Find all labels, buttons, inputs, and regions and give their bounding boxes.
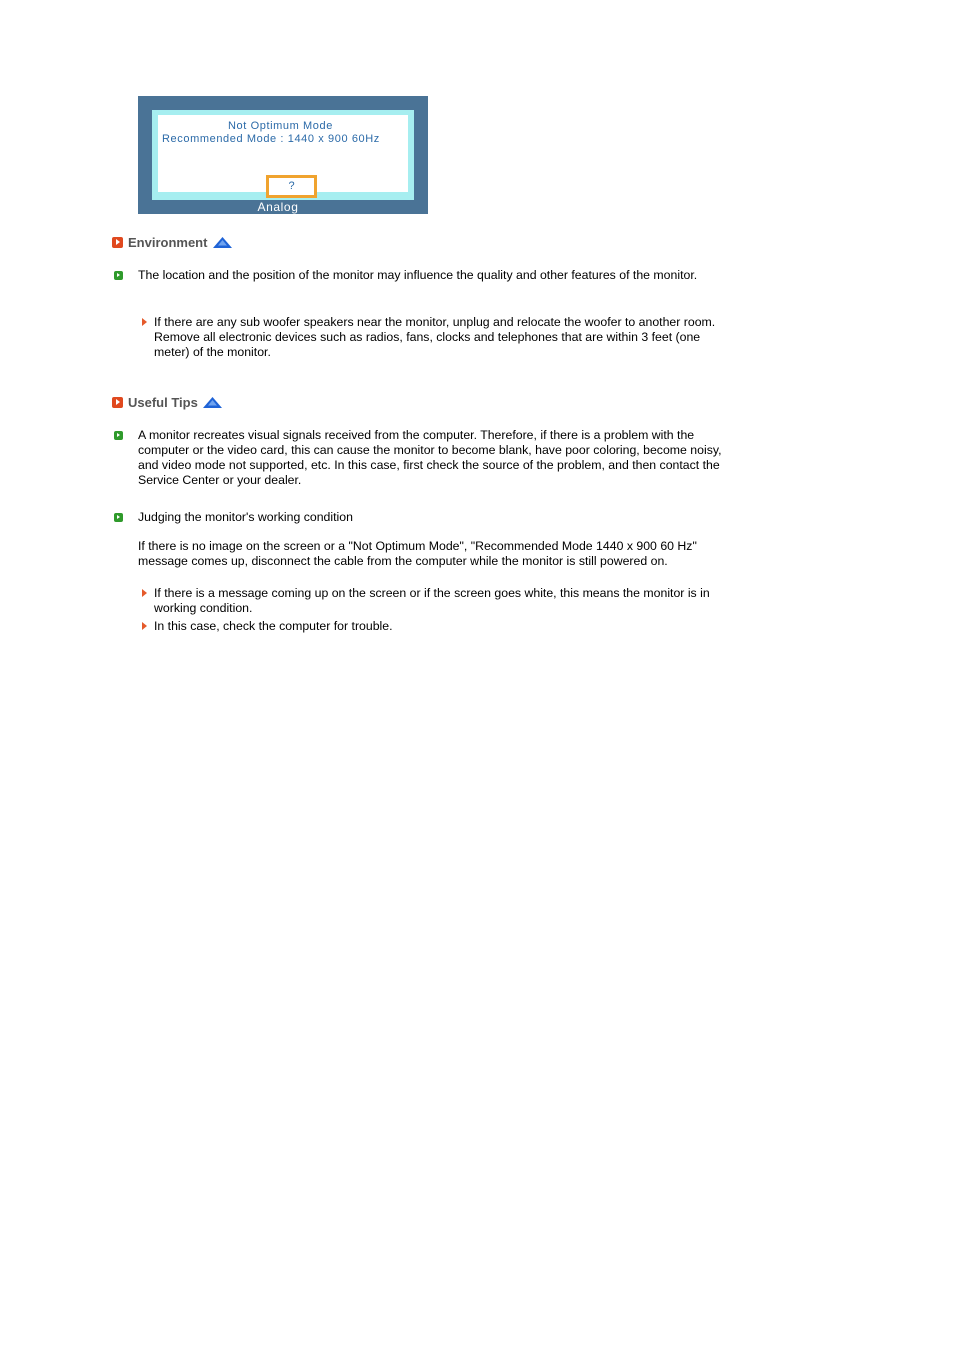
osd-monitor-graphic xyxy=(138,96,428,214)
environment-sub-item-1-line1: If there are any sub woofer speakers near the monitor, unplug and relocate the woofer to another room. xyxy=(154,315,716,329)
sub-bullet-arrow-icon xyxy=(142,318,147,326)
sub-bullet-arrow-icon xyxy=(142,622,147,630)
osd-help-button: ? xyxy=(266,175,317,198)
osd-message-line1: Not Optimum Mode xyxy=(228,120,333,132)
section-title-useful-tips: Useful Tips xyxy=(128,395,198,410)
environment-sub-item-1-line2: Remove all electronic devices such as radios, fans, clocks and telephones that are within 3 feet (one meter) of the monitor. xyxy=(154,330,701,359)
bullet-icon xyxy=(114,271,123,280)
bullet-icon xyxy=(114,431,123,440)
section-arrow-icon xyxy=(112,397,123,408)
useful-tips-item-2-body: If there is no image on the screen or a "Not Optimum Mode", "Recommended Mode 1440 x 900 60 Hz" message comes up, disconnect the cable from the computer while the monitor is still powered on. xyxy=(138,539,697,568)
useful-tips-item-1: A monitor recreates visual signals received from the computer. Therefore, if there is a problem with the computer or the video card, this can cause the monitor to become blank, have poor coloring, become noisy, and video mode not supported, etc. In this case, first check the source of the problem, and then contact the Service Center or your dealer. xyxy=(138,428,722,487)
osd-caption: Analog xyxy=(257,200,299,214)
osd-dialog-border xyxy=(152,110,414,200)
back-to-top-icon[interactable] xyxy=(213,237,232,248)
useful-tips-sub-item-1: If there is a message coming up on the screen or if the screen goes white, this means the monitor is in working condition. xyxy=(154,586,710,615)
section-arrow-icon xyxy=(112,237,123,248)
useful-tips-item-2-title: Judging the monitor's working condition xyxy=(138,510,353,524)
sub-bullet-arrow-icon xyxy=(142,589,147,597)
osd-message-line2: Recommended Mode : 1440 x 900 60Hz xyxy=(162,133,380,145)
bullet-icon xyxy=(114,513,123,522)
section-title-environment: Environment xyxy=(128,235,208,250)
environment-sub-item-1 xyxy=(154,315,734,360)
back-to-top-icon[interactable] xyxy=(203,397,222,408)
environment-item-1: The location and the position of the monitor may influence the quality and other features of the monitor. xyxy=(138,268,698,282)
useful-tips-sub-item-2: In this case, check the computer for trouble. xyxy=(154,619,393,633)
